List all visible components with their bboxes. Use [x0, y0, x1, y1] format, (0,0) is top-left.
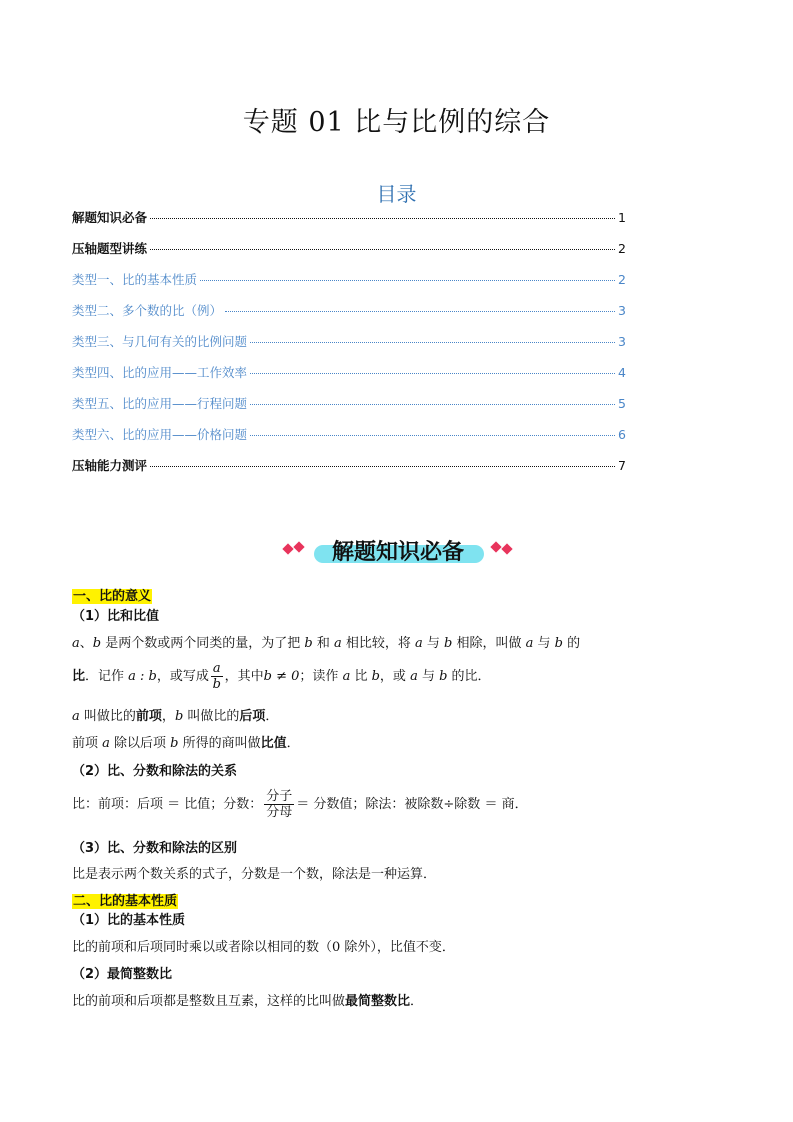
text: 是两个数或两个同类的量，为了把: [101, 636, 305, 651]
fraction-numerator: a: [212, 661, 221, 676]
toc-leader: [250, 435, 615, 436]
text: ，或写成: [156, 669, 209, 684]
paragraph: [72, 632, 580, 651]
toc-leader: [150, 249, 615, 250]
toc-item-label: 类型三、与几何有关的比例问题: [72, 334, 248, 349]
fraction-denominator: b: [212, 677, 221, 692]
var-a: a: [333, 636, 342, 651]
text: ．: [265, 709, 279, 724]
text: 叫做比的: [183, 709, 240, 724]
toc-item-label: 类型四、比的应用——工作效率: [72, 365, 248, 380]
toc-item-page: 3: [618, 334, 626, 349]
text: 相除，叫做: [452, 636, 526, 651]
text: 比的前项和后项都是整数且互素，这样的比叫做: [72, 994, 346, 1009]
section-heading: [72, 890, 178, 909]
section-heading-text: 一、比的意义: [73, 589, 152, 604]
text: 前项: [72, 736, 103, 751]
fraction-numerator: 分子: [266, 789, 293, 804]
paragraph: [72, 732, 300, 751]
var-a: a: [342, 669, 351, 684]
paragraph: [72, 789, 528, 820]
toc-item-page: 2: [618, 272, 626, 287]
bold-term: 比值: [260, 736, 287, 751]
text: 叫做比的: [79, 709, 136, 724]
paragraph: 比是表示两个数关系的式子，分数是一个数，除法是一种运算．: [72, 867, 437, 882]
text: 和: [312, 636, 334, 651]
text: ＝ 分数值；除法：被除数÷除数 ＝ 商．: [296, 797, 528, 812]
section-heading: [72, 585, 152, 604]
text: ，或: [379, 669, 411, 684]
subsection-heading: （2）最简整数比: [72, 967, 173, 982]
var-b: b: [371, 669, 380, 684]
paragraph: [72, 661, 491, 692]
toc-leader: [200, 280, 615, 281]
text: ．记作: [85, 669, 129, 684]
text: 相比较，将: [341, 636, 415, 651]
subsection-heading: （1）比和比值: [72, 609, 160, 624]
bold-term: 前项: [135, 709, 162, 724]
bold-term: 最简整数比: [345, 994, 411, 1009]
var-a: a: [410, 669, 418, 684]
var-a: a: [102, 736, 110, 751]
toc-item[interactable]: [72, 394, 626, 425]
paragraph: 比的前项和后项同时乘以或者除以相同的数（0 除外），比值不变．: [72, 940, 455, 955]
var-b: b: [444, 636, 453, 651]
toc-leader: [250, 342, 615, 343]
toc-leader: [150, 466, 615, 467]
text: ；读作: [299, 669, 343, 684]
text: 比：前项：后项 ＝ 比值；分数：: [72, 797, 263, 812]
text: 除以后项: [109, 736, 171, 751]
subsection-heading: （3）比、分数和除法的区别: [72, 841, 238, 856]
toc-item-label: 类型五、比的应用——行程问题: [72, 396, 248, 411]
ratio-expression: a : b: [128, 669, 157, 684]
paragraph: [72, 705, 278, 724]
toc-item-page: 2: [618, 241, 626, 256]
bold-term: 后项: [239, 709, 266, 724]
toc-item[interactable]: [72, 425, 626, 456]
table-of-contents: [72, 208, 626, 487]
condition-expression: b ≠ 0: [263, 669, 300, 684]
toc-item[interactable]: [72, 456, 626, 487]
toc-item[interactable]: [72, 363, 626, 394]
subsection-heading: （2）比、分数和除法的关系: [72, 764, 238, 779]
text: ．: [286, 736, 300, 751]
var-b: b: [92, 636, 102, 651]
paragraph: [72, 990, 423, 1009]
var-b: b: [554, 636, 563, 651]
fraction: [211, 661, 223, 692]
var-a: a: [415, 636, 423, 651]
toc-item-label: 压轴能力测评: [72, 458, 148, 473]
text: ，其中: [224, 669, 264, 684]
toc-item-label: 类型一、比的基本性质: [72, 272, 198, 287]
text: 与: [417, 669, 440, 684]
var-b: b: [174, 709, 184, 724]
page-title: 专题 01 比与比例的综合: [242, 107, 551, 138]
toc-item-page: 6: [618, 427, 626, 442]
toc-heading: 目录: [376, 182, 417, 206]
bold-term: 比: [72, 669, 86, 684]
fraction: [264, 789, 294, 820]
toc-leader: [250, 373, 615, 374]
toc-leader: [150, 218, 615, 219]
text: 与: [533, 636, 555, 651]
text: 与: [422, 636, 445, 651]
toc-item-page: 3: [618, 303, 626, 318]
var-a: a: [72, 636, 80, 651]
toc-item-page: 7: [618, 458, 626, 473]
toc-item-label: 压轴题型讲练: [72, 241, 148, 256]
toc-leader: [225, 311, 615, 312]
toc-item-page: 1: [618, 210, 626, 225]
toc-item-label: 解题知识必备: [72, 210, 148, 225]
var-b: b: [439, 669, 448, 684]
toc-item[interactable]: [72, 332, 626, 363]
text: ．: [410, 994, 424, 1009]
section-heading-text: 二、比的基本性质: [73, 894, 178, 909]
text: 比: [350, 669, 372, 684]
subsection-heading: （1）比的基本性质: [72, 913, 186, 928]
text: ，: [161, 709, 175, 724]
toc-item[interactable]: [72, 208, 626, 239]
toc-item-page: 4: [618, 365, 626, 380]
section-banner: [282, 533, 514, 565]
var-b: b: [170, 736, 179, 751]
var-a: a: [525, 636, 534, 651]
fraction-denominator: 分母: [266, 805, 293, 820]
toc-item-label: 类型六、比的应用——价格问题: [72, 427, 248, 442]
toc-item[interactable]: [72, 301, 626, 332]
var-b: b: [304, 636, 313, 651]
toc-item[interactable]: [72, 239, 626, 270]
var-a: a: [72, 709, 80, 724]
banner-title: 解题知识必备: [331, 540, 464, 565]
toc-item[interactable]: [72, 270, 626, 301]
toc-item-label: 类型二、多个数的比（例）: [72, 303, 223, 318]
text: 所得的商叫做: [178, 736, 261, 751]
text: 、: [79, 636, 93, 651]
text: 的: [562, 636, 581, 651]
toc-leader: [250, 404, 615, 405]
toc-item-page: 5: [618, 396, 626, 411]
text: 的比．: [447, 669, 491, 684]
